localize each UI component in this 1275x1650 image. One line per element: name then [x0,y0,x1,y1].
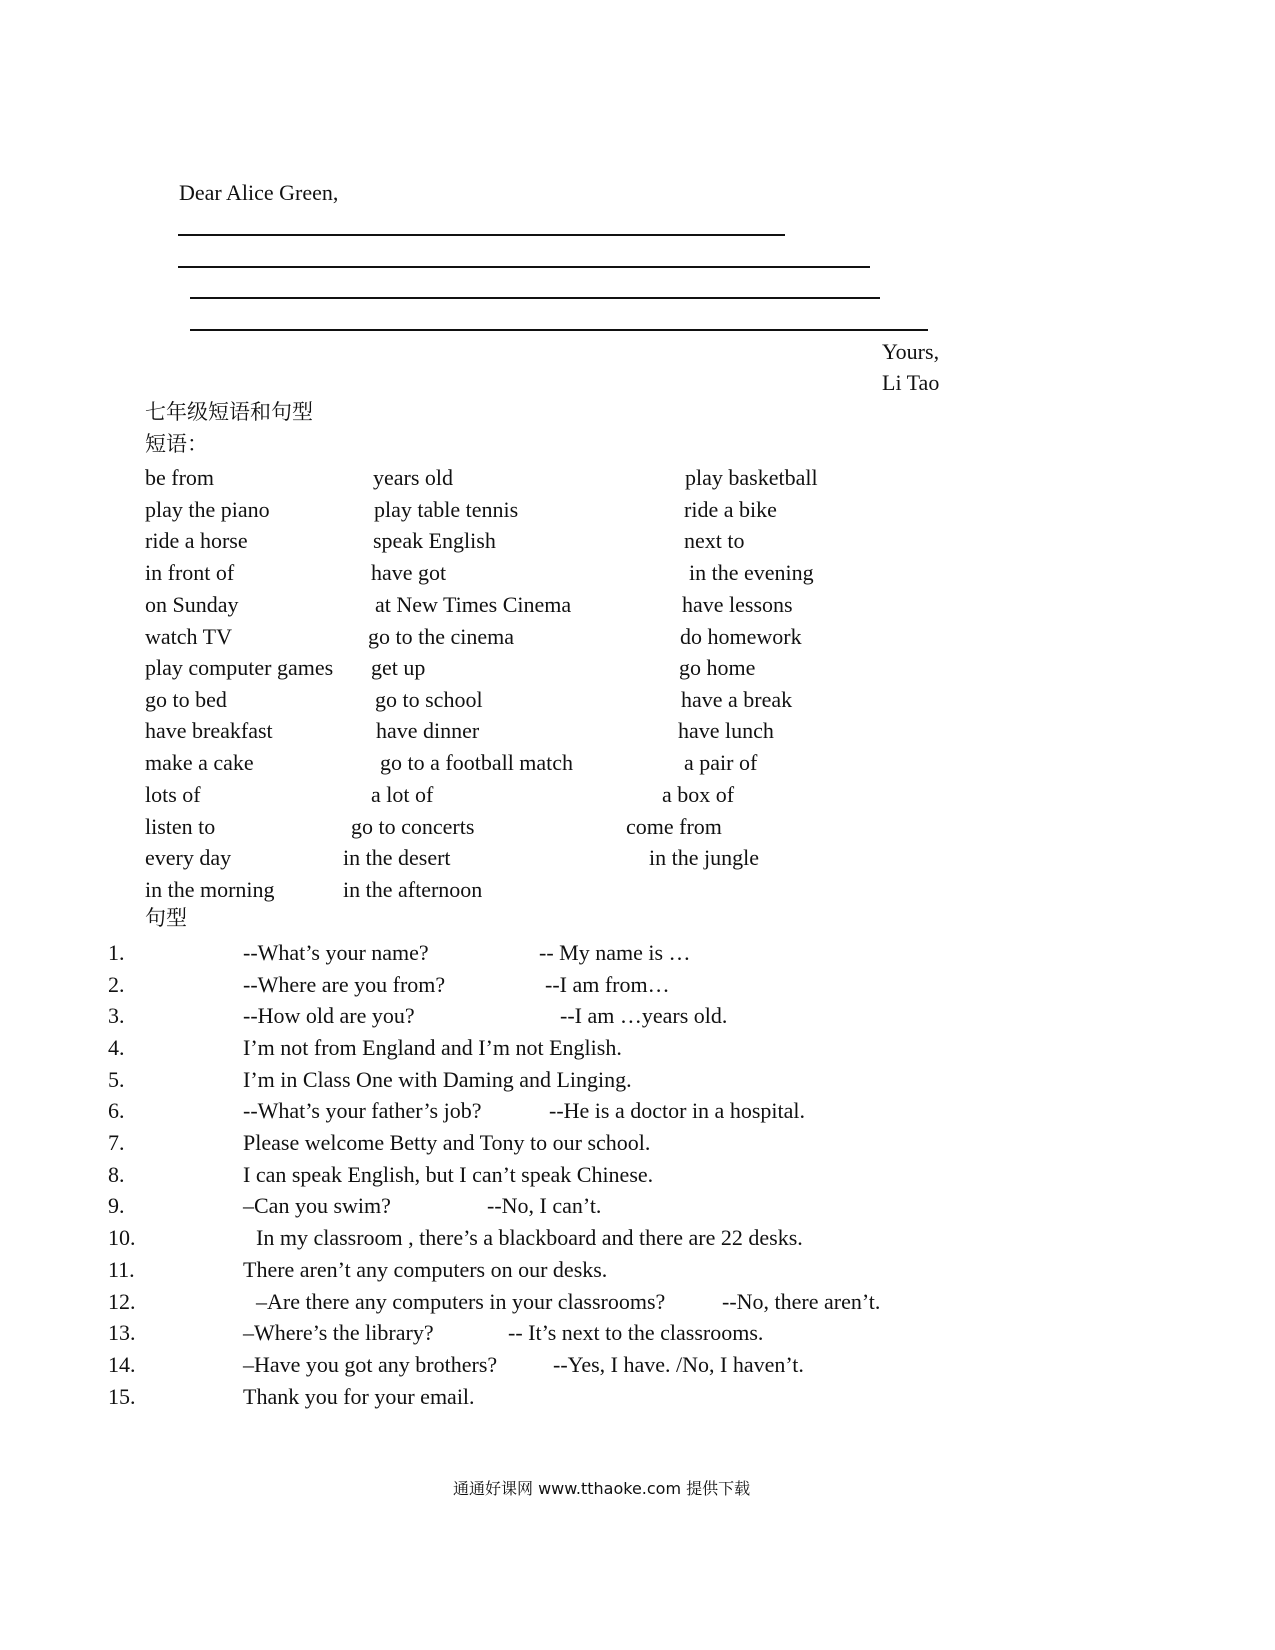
phrase: have lessons [682,592,793,617]
sentence-answer: --He is a doctor in a hospital. [549,1098,805,1123]
phrase: in front of [145,560,235,585]
phrase: have breakfast [145,718,273,743]
phrase: ride a horse [145,528,248,553]
phrase: listen to [145,814,216,839]
sentence-question: --Where are you from? [243,972,446,997]
sentence-text: I’m in Class One with Daming and Linging. [243,1067,632,1092]
sentence-number: 13. [108,1320,136,1345]
phrase: have got [371,560,447,585]
sentence-number: 14. [108,1352,136,1377]
sentences-heading: 句型 [145,906,187,930]
phrase: a box of [662,782,735,807]
sentence-answer: --No, there aren’t. [722,1289,881,1314]
phrase: at New Times Cinema [375,592,572,617]
phrase: go to concerts [351,814,475,839]
phrase: in the morning [145,877,275,902]
phrase: play table tennis [374,497,519,522]
phrase: a lot of [371,782,434,807]
phrase: speak English [373,528,496,553]
sentence-question: –Have you got any brothers? [243,1352,498,1377]
phrase: go to the cinema [368,624,515,649]
sentence-question: –Are there any computers in your classrooms? [256,1289,666,1314]
phrase: do homework [680,624,802,649]
sentence-number: 9. [108,1193,125,1218]
sentence-number: 6. [108,1098,125,1123]
sentence-text: I’m not from England and I’m not English. [243,1035,622,1060]
sentence-answer: --I am …years old. [560,1003,728,1028]
phrase: watch TV [145,624,232,649]
phrase: have dinner [376,718,480,743]
sentence-question: --What’s your name? [243,940,429,965]
sentence-text: Please welcome Betty and Tony to our school. [243,1130,651,1155]
phrase: every day [145,845,232,870]
sentence-text: I can speak English, but I can’t speak Chinese. [243,1162,654,1187]
phrase: go to a football match [380,750,574,775]
phrase: come from [626,814,722,839]
phrase: play the piano [145,497,270,522]
phrase: make a cake [145,750,254,775]
letter-greeting: Dear Alice Green, [179,180,339,205]
sentence-answer: --Yes, I have. /No, I haven’t. [553,1352,804,1377]
writing-line [178,266,870,268]
phrase: go home [679,655,756,680]
phrase: have a break [681,687,793,712]
phrase: go to school [375,687,483,712]
phrase: in the desert [343,845,451,870]
sentence-text: In my classroom , there’s a blackboard and there are 22 desks. [256,1225,803,1250]
sentence-answer: -- It’s next to the classrooms. [508,1320,764,1345]
sentence-number: 15. [108,1384,136,1409]
sentence-number: 7. [108,1130,125,1155]
sentence-number: 10. [108,1225,136,1250]
sentence-answer: --I am from… [545,972,670,997]
phrase: play computer games [145,655,334,680]
sentence-question: --How old are you? [243,1003,415,1028]
phrase: a pair of [684,750,758,775]
phrase: have lunch [678,718,774,743]
phrase: lots of [145,782,201,807]
phrase: years old [373,465,454,490]
phrase: ride a bike [684,497,777,522]
letter-signature: Li Tao [882,370,940,395]
phrase: get up [371,655,426,680]
letter-closing: Yours, [882,339,940,364]
phrase: in the afternoon [343,877,483,902]
sentence-answer: --No, I can’t. [487,1193,602,1218]
sentence-number: 5. [108,1067,125,1092]
writing-line [190,297,880,299]
sentence-text: Thank you for your email. [243,1384,475,1409]
sentence-number: 8. [108,1162,125,1187]
sentence-question: –Where’s the library? [243,1320,434,1345]
writing-line [178,234,785,236]
section-title: 七年级短语和句型 [145,400,313,424]
sentence-number: 2. [108,972,125,997]
phrase: in the evening [689,560,814,585]
phrase: in the jungle [649,845,759,870]
sentence-number: 11. [108,1257,135,1282]
phrase: be from [145,465,215,490]
sentence-question: --What’s your father’s job? [243,1098,482,1123]
phrases-heading: 短语： [145,432,208,456]
sentence-question: –Can you swim? [243,1193,391,1218]
phrase: next to [684,528,745,553]
phrase: play basketball [685,465,818,490]
footer-source: 通通好课网 www.tthaoke.com 提供下载 [453,1479,751,1498]
sentence-text: There aren’t any computers on our desks. [243,1257,608,1282]
sentence-number: 12. [108,1289,136,1314]
sentence-number: 1. [108,940,125,965]
sentence-number: 3. [108,1003,125,1028]
sentence-number: 4. [108,1035,125,1060]
sentence-answer: -- My name is … [539,940,691,965]
phrase: on Sunday [145,592,239,617]
writing-line [190,329,928,331]
phrase: go to bed [145,687,227,712]
